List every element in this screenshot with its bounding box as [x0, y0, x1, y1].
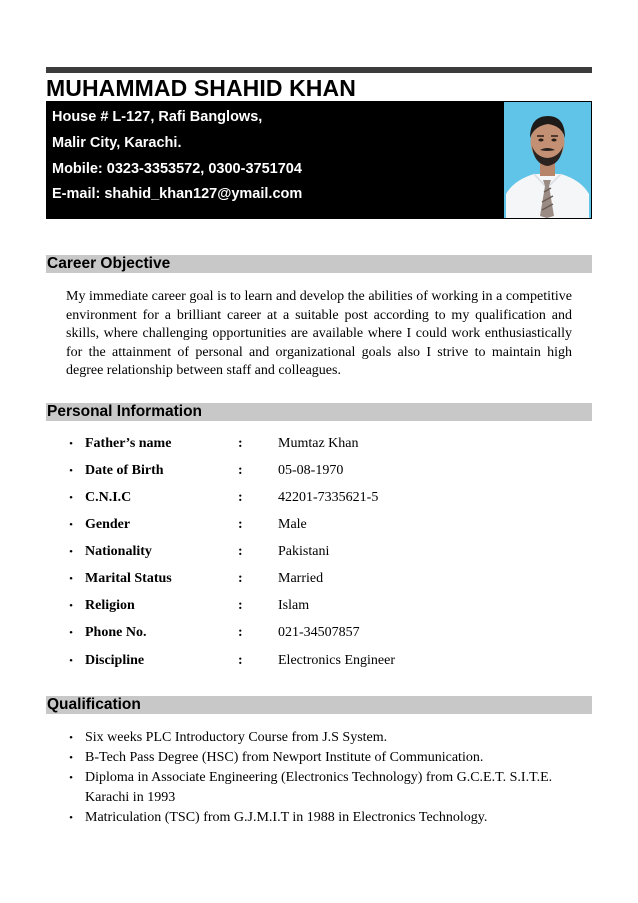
- info-value: Male: [278, 517, 307, 532]
- profile-photo-image: [504, 102, 591, 218]
- info-value: 42201-7335621-5: [278, 490, 379, 505]
- career-objective-title: Career Objective: [47, 255, 171, 272]
- info-value: 021-34507857: [278, 625, 360, 640]
- qualification-item: [64, 808, 570, 828]
- address-line-1: House # L-127, Rafi Banglows,: [52, 109, 263, 125]
- top-rule: [46, 67, 592, 73]
- mobile-numbers: Mobile: 0323-3353572, 0300-3751704: [52, 161, 302, 177]
- personal-information-title: Personal Information: [47, 403, 203, 420]
- info-separator: :: [238, 436, 243, 451]
- career-objective-heading: [46, 255, 592, 273]
- info-label: Nationality: [85, 544, 152, 559]
- info-separator: :: [238, 517, 243, 532]
- bullet-icon: •: [69, 812, 73, 824]
- info-separator: :: [238, 571, 243, 586]
- bullet-icon: •: [69, 752, 73, 764]
- qualification-heading: [46, 696, 592, 714]
- email-address: E-mail: shahid_khan127@ymail.com: [52, 186, 303, 202]
- personal-information-heading: [46, 403, 592, 421]
- info-value: Islam: [278, 598, 310, 613]
- info-label: Discipline: [85, 653, 145, 668]
- bullet-icon: •: [69, 772, 73, 784]
- info-separator: :: [238, 625, 243, 640]
- info-value: Married: [278, 571, 324, 586]
- bullet-icon: •: [69, 573, 73, 585]
- qualification-text: B-Tech Pass Degree (HSC) from Newport Institute of Communication.: [85, 750, 484, 765]
- bullet-icon: •: [69, 546, 73, 558]
- info-separator: :: [238, 463, 243, 478]
- qualification-title: Qualification: [47, 696, 141, 713]
- info-label: Date of Birth: [85, 463, 164, 478]
- bullet-icon: •: [69, 732, 73, 744]
- bullet-icon: •: [69, 465, 73, 477]
- bullet-icon: •: [69, 438, 73, 450]
- info-separator: :: [238, 653, 243, 668]
- info-separator: :: [238, 544, 243, 559]
- bullet-icon: •: [69, 600, 73, 612]
- info-value: Electronics Engineer: [278, 653, 396, 668]
- qualification-item: [64, 768, 570, 807]
- info-label: Gender: [85, 517, 131, 532]
- candidate-name: MUHAMMAD SHAHID KHAN: [46, 75, 356, 101]
- info-value: Mumtaz Khan: [278, 436, 359, 451]
- bullet-icon: •: [69, 627, 73, 639]
- career-objective-text: My immediate career goal is to learn and develop the abilities of working in a competitive environment for a brilliant career at a suitable post according to my qualification and skills, where challenging opportunities are available where I could work enthusiastically for the attainment of personal and organizational goals also I strive to maintain high degree relationship between staff and colleagues.: [66, 289, 572, 378]
- qualification-text: Matriculation (TSC) from G.J.M.I.T in 1988 in Electronics Technology.: [85, 810, 488, 825]
- profile-photo: [504, 102, 591, 218]
- info-label: Religion: [85, 598, 135, 613]
- info-label: C.N.I.C: [85, 490, 132, 505]
- bullet-icon: •: [69, 492, 73, 504]
- qualification-item: [64, 748, 570, 768]
- info-value: 05-08-1970: [278, 463, 344, 478]
- info-label: Father’s name: [85, 436, 172, 451]
- info-label: Marital Status: [85, 571, 172, 586]
- info-label: Phone No.: [85, 625, 147, 640]
- info-separator: :: [238, 490, 243, 505]
- qualification-text: Diploma in Associate Engineering (Electronics Technology) from G.C.E.T. S.I.T.E. Karachi in 1993: [85, 770, 553, 805]
- address-line-2: Malir City, Karachi.: [52, 135, 182, 151]
- bullet-icon: •: [69, 519, 73, 531]
- info-value: Pakistani: [278, 544, 330, 559]
- info-separator: :: [238, 598, 243, 613]
- qualification-item: [64, 728, 570, 748]
- qualification-text: Six weeks PLC Introductory Course from J.S System.: [85, 730, 388, 745]
- bullet-icon: •: [69, 655, 73, 667]
